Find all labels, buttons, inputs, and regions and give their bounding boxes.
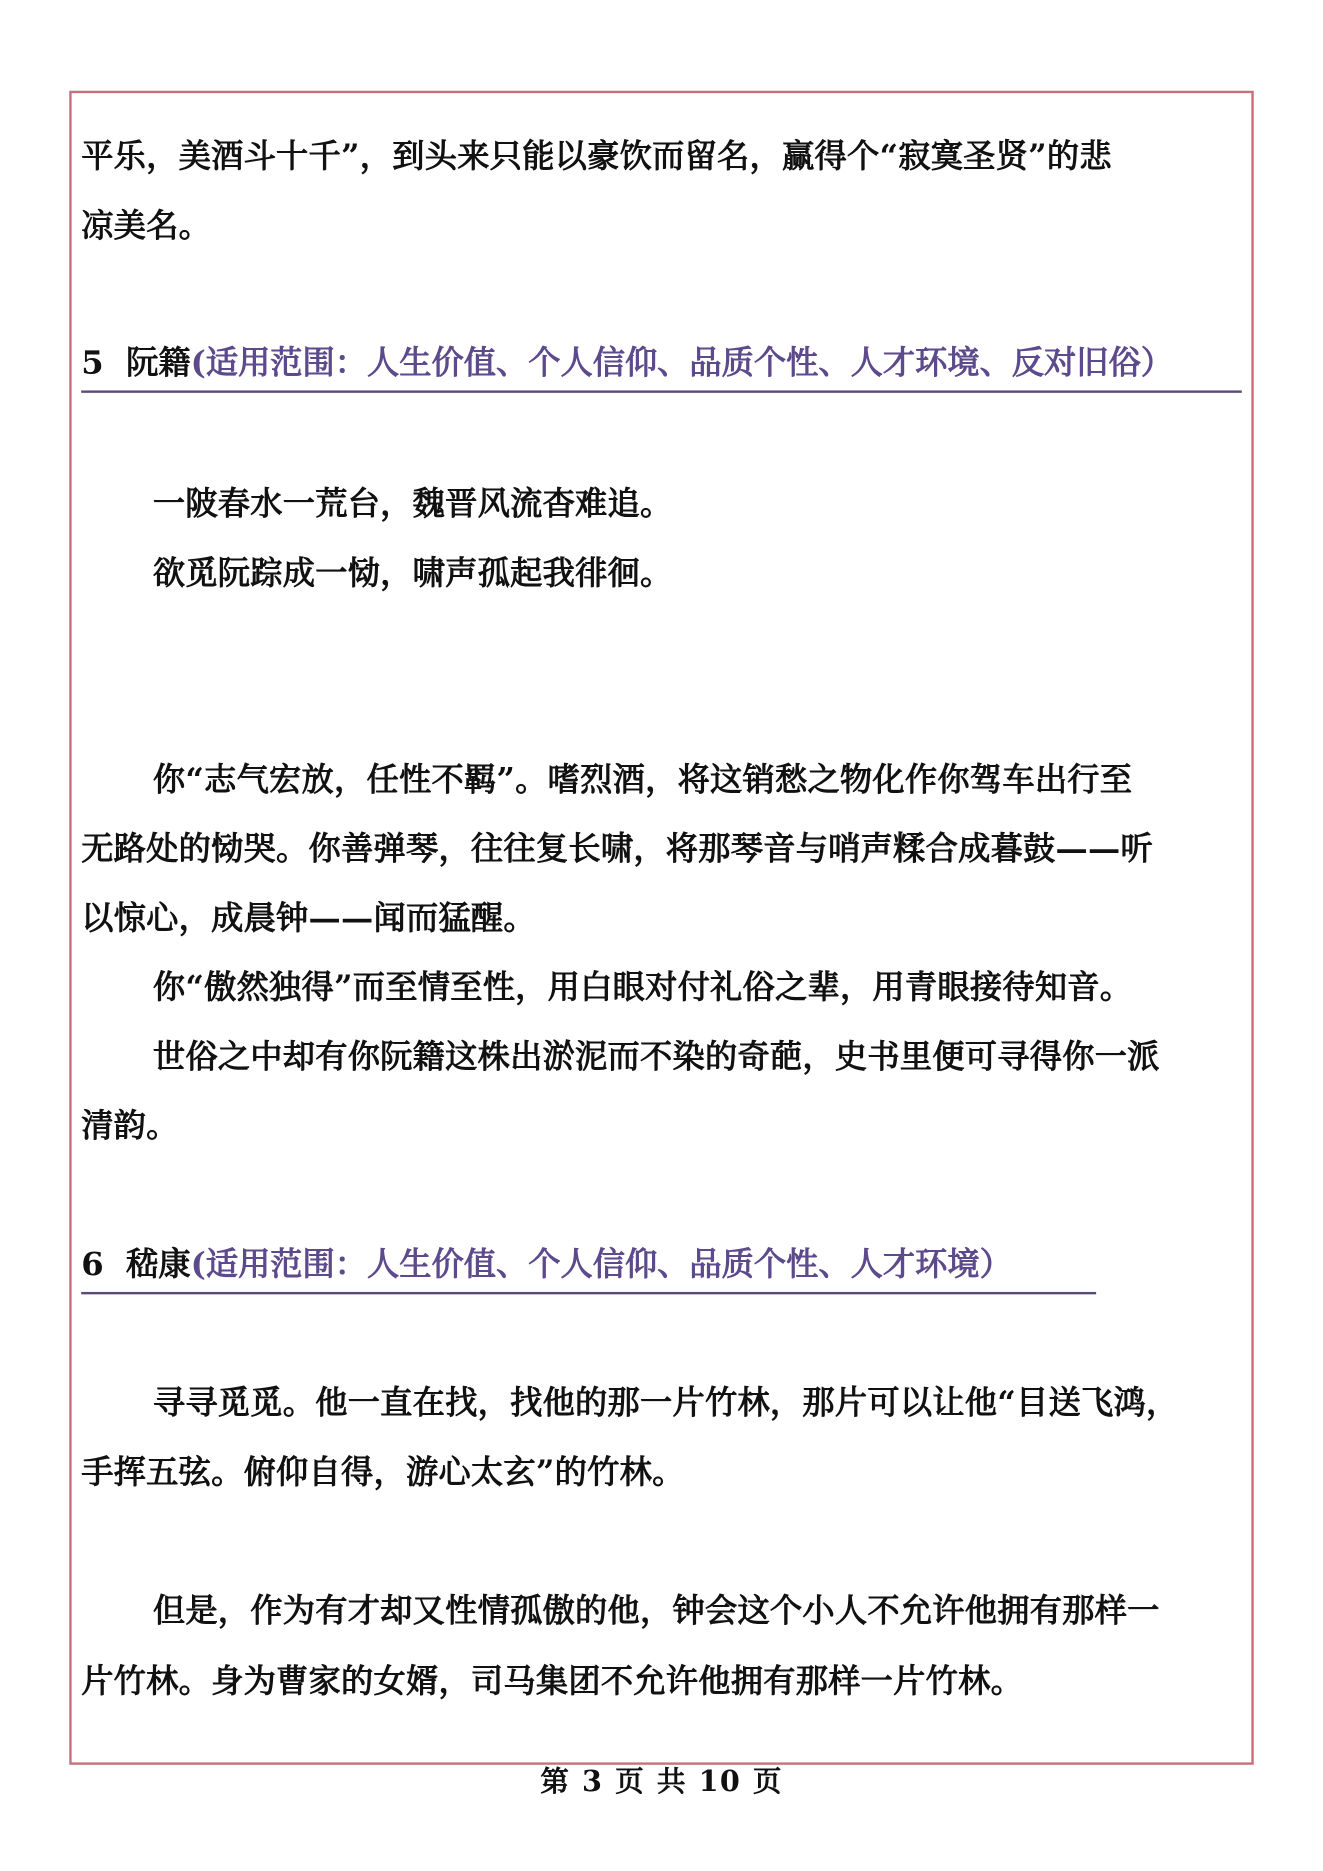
text-line: 以惊心，成晨钟——闻而猛醒。 [81,900,536,938]
footer-word: 共 [656,1763,687,1799]
text-line: 平乐，美酒斗十千”，到头来只能以豪饮而留名，赢得个“寂寞圣贤”的悲 [81,138,1112,176]
text-line: 片竹林。身为曹家的女婿，司马集团不允许他拥有那样一片竹林。 [81,1663,1024,1701]
text-line: 寻寻觅觅。他一直在找，找他的那一片竹林，那片可以让他“目送飞鸿， [152,1385,1179,1423]
text-line: 无路处的恸哭。你善弹琴，往往复长啸，将那琴音与哨声糅合成暮鼓——听 [81,831,1153,869]
section-heading-6 [81,1242,1096,1295]
section-heading-5 [81,340,1242,393]
current-page-number: 3 [582,1763,604,1799]
section-number: 6 [81,1246,104,1284]
text-line: 但是，作为有才却又性情孤傲的他，钟会这个小人不允许他拥有那样一 [152,1592,1160,1630]
footer-word: 页 [615,1763,645,1799]
text-line: 手挥五弦。俯仰自得，游心太玄”的竹林。 [81,1454,685,1492]
poem-line: 欲觅阮踪成一恸，啸声孤起我徘徊。 [152,555,673,593]
footer-word: 第 [540,1763,571,1799]
section-name: 嵇康 [126,1246,191,1284]
section-name: 阮籍 [126,345,191,383]
text-line: 凉美名。 [81,207,212,245]
text-line: 世俗之中却有你阮籍这株出淤泥而不染的奇葩，史书里便可寻得你一派 [152,1038,1160,1076]
text-line: 你“傲然独得”而至情至性，用白眼对付礼俗之辈，用青眼接待知音。 [152,969,1133,1007]
section-number: 5 [81,345,104,383]
text-line: 你“志气宏放，任性不羁”。嗜烈酒，将这销愁之物化作你驾车出行至 [152,761,1133,799]
text-line: 清韵。 [81,1108,179,1146]
page-footer [0,1760,1323,1803]
poem-line: 一陂春水一荒台，魏晋风流杳难追。 [152,485,673,523]
section-range: (适用范围：人生价值、个人信仰、品质个性、人才环境） [190,1246,1012,1284]
total-pages-number: 10 [698,1763,741,1799]
section-range: (适用范围：人生价值、个人信仰、品质个性、人才环境、反对旧俗） [190,345,1174,383]
footer-word: 页 [752,1763,783,1799]
